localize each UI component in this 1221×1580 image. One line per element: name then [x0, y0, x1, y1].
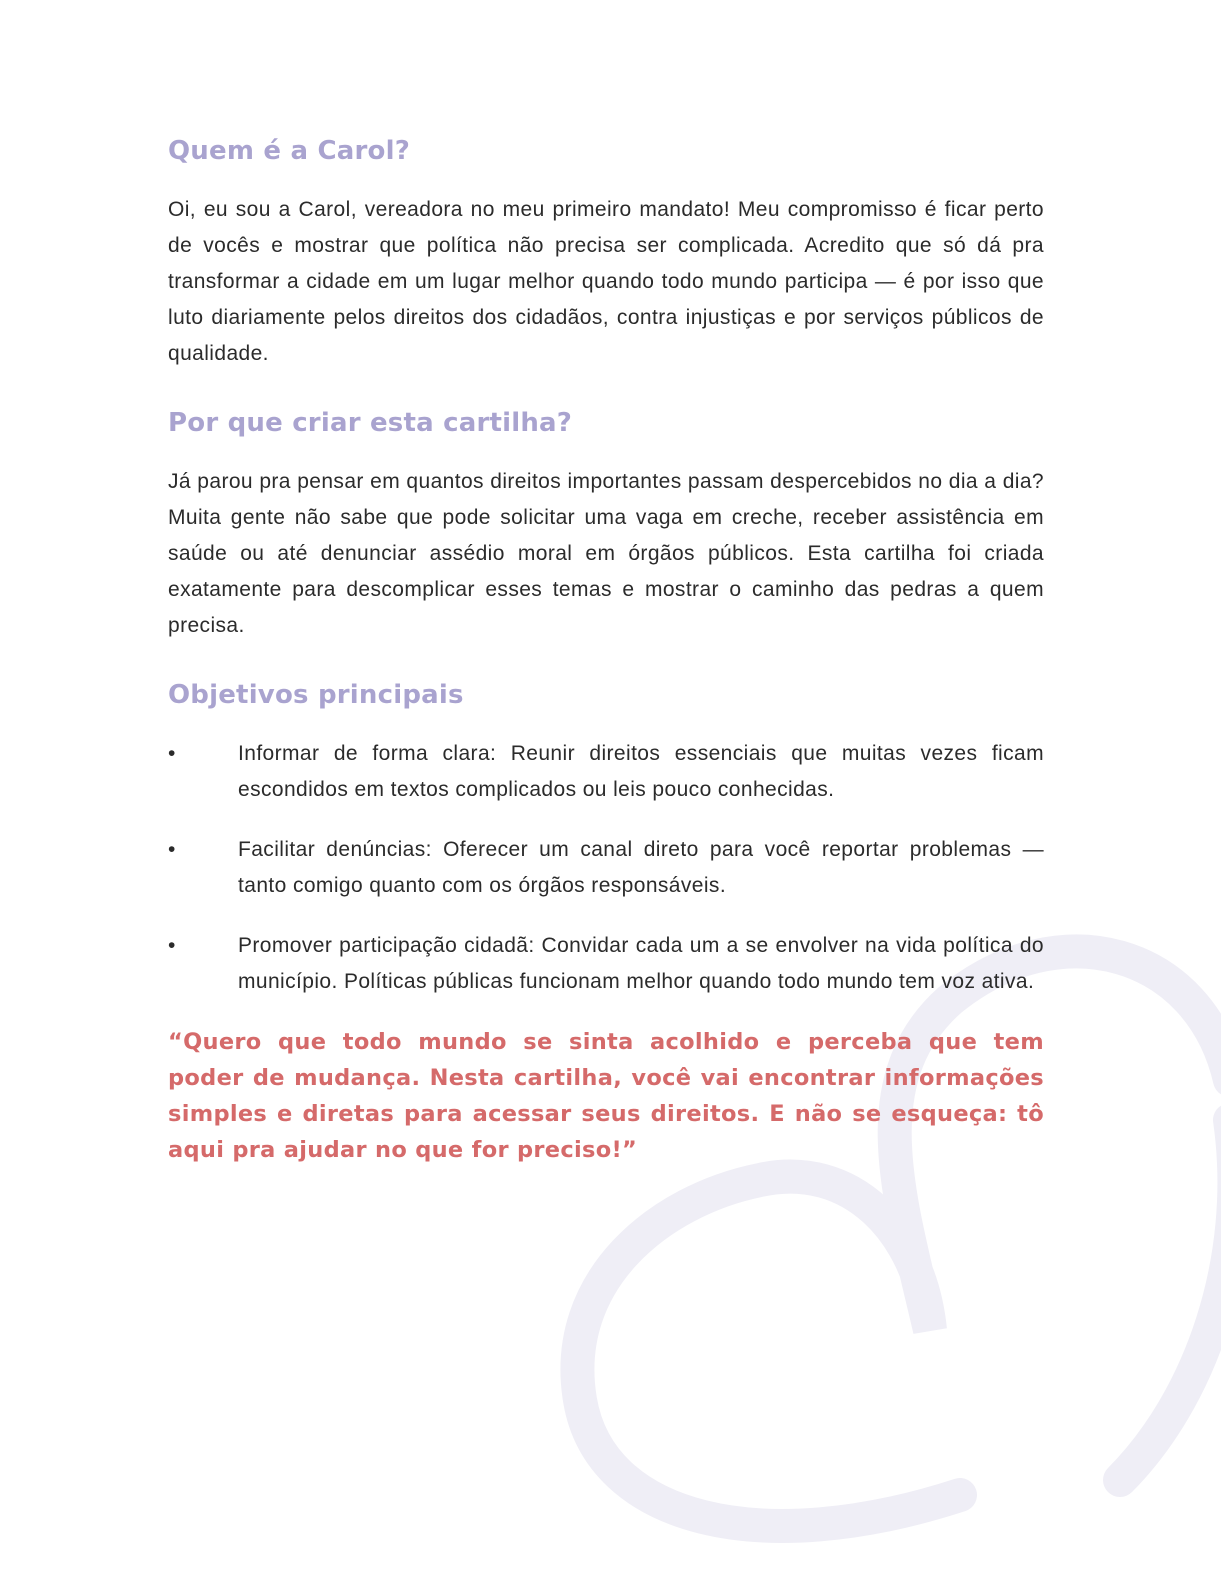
about-heading: Quem é a Carol?	[168, 136, 410, 166]
why-heading: Por que criar esta cartilha?	[168, 408, 573, 438]
closing-quote: “Quero que todo mundo se sinta acolhido e perceba que tem poder de mudança. Nesta cartilha, você vai encontrar informações simples e diretas para acessar seus direitos. E não se esqueça: tô aqui pra ajudar no que for preciso!”	[168, 1029, 1044, 1163]
objective-text: Facilitar denúncias: Oferecer um canal direto para você reportar problemas — tanto comigo quanto com os órgãos responsáveis.	[238, 838, 1044, 897]
objective-item	[168, 736, 1044, 808]
objective-text: Promover participação cidadã: Convidar cada um a se envolver na vida política do município. Políticas públicas funcionam melhor quando todo mundo tem voz ativa.	[238, 934, 1044, 993]
bullet-icon: •	[168, 934, 176, 957]
objective-item	[168, 832, 1044, 904]
bullet-icon: •	[168, 742, 176, 765]
objectives-list	[168, 736, 1044, 1000]
objective-item	[168, 928, 1044, 1000]
about-paragraph: Oi, eu sou a Carol, vereadora no meu primeiro mandato! Meu compromisso é ficar perto de vocês e mostrar que política não precisa ser complicada. Acredito que só dá pra transformar a cidade em um lugar melhor quando todo mundo participa — é por isso que luto diariamente pelos direitos dos cidadãos, contra injustiças e por serviços públicos de qualidade.	[168, 198, 1044, 365]
bullet-icon: •	[168, 838, 176, 861]
objectives-heading: Objetivos principais	[168, 680, 464, 710]
document-page	[168, 128, 1044, 1168]
objective-text: Informar de forma clara: Reunir direitos essenciais que muitas vezes ficam escondidos em textos complicados ou leis pouco conhecidas.	[238, 742, 1044, 801]
why-paragraph: Já parou pra pensar em quantos direitos importantes passam despercebidos no dia a dia? Muita gente não sabe que pode solicitar uma vaga em creche, receber assistência em saúde ou até denunciar assédio moral em órgãos públicos. Esta cartilha foi criada exatamente para descomplicar esses temas e mostrar o caminho das pedras a quem precisa.	[168, 470, 1044, 637]
